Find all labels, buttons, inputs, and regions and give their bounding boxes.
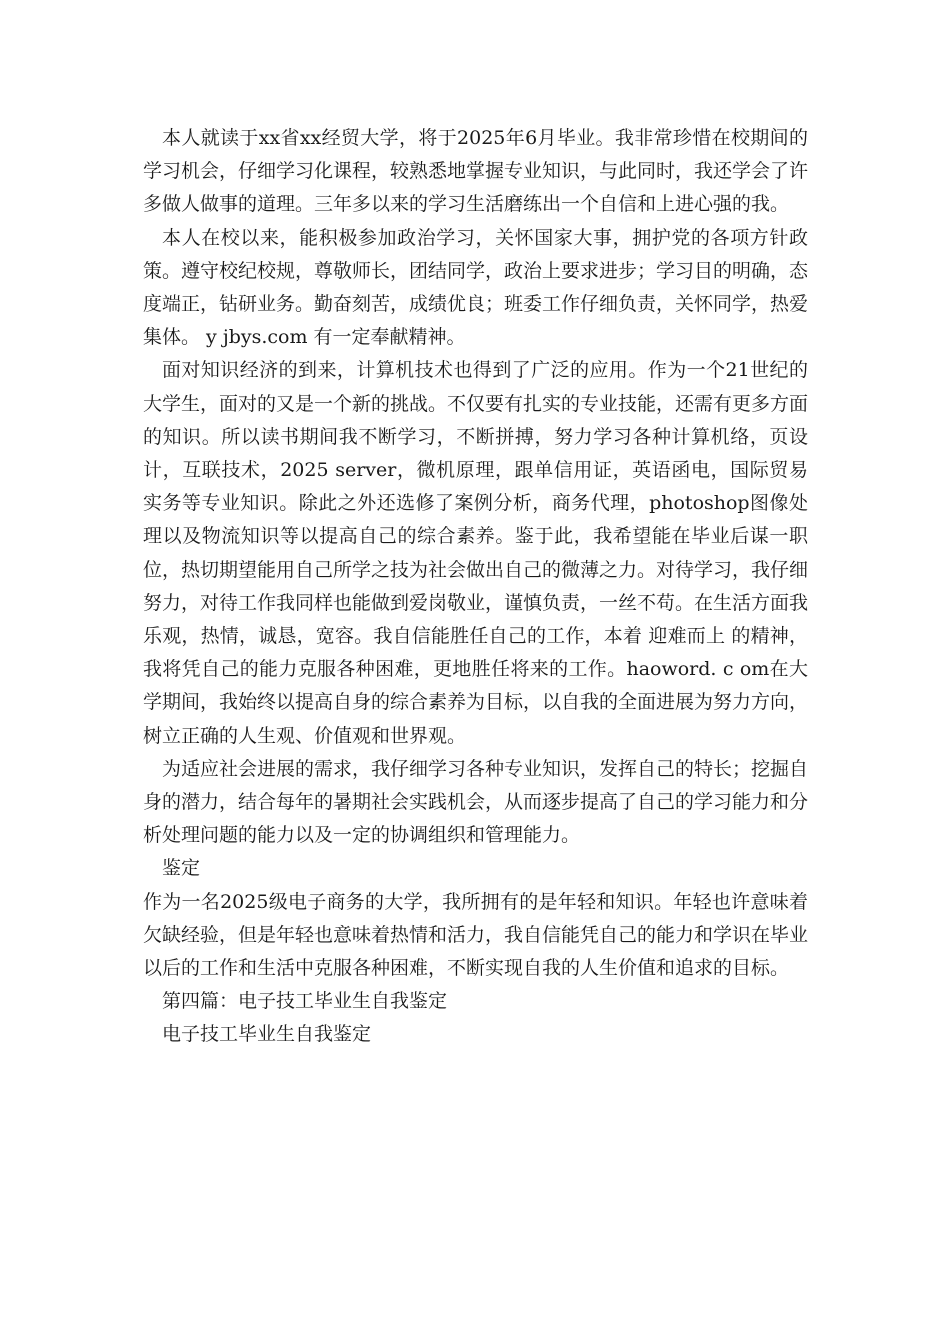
- paragraph-intro: 本人就读于xx省xx经贸大学，将于2025年6月毕业。我非常珍惜在校期间的学习机会，仔细学习化课程，较熟悉地掌握专业知识，与此同时，我还学会了许多做人做事的道理。三年多以来的学习生活磨练出一个自信和上进心强的我。: [143, 127, 809, 216]
- paragraph-abilities: 为适应社会进展的需求，我仔细学习各种专业知识，发挥自己的特长；挖掘自身的潜力，结合每年的暑期社会实践机会，从而逐步提高了自己的学习能力和分析处理问题的能力以及一定的协调组织和管理能力。: [143, 757, 809, 847]
- document-page: [143, 122, 808, 1052]
- paragraph-self-assessment: 作为一名2025级电子商务的大学，我所拥有的是年轻和知识。年轻也许意味着欠缺经验，但是年轻也意味着热情和活力，我自信能凭自己的能力和学识在毕业以后的工作和生活中克服各种困难，不断实现自我的人生价值和追求的目标。: [143, 890, 809, 980]
- section-title: 第四篇：电子技工毕业生自我鉴定: [162, 990, 448, 1013]
- section-subtitle: 电子技工毕业生自我鉴定: [162, 1023, 372, 1046]
- paragraph-politics: 本人在校以来，能积极参加政治学习，关怀国家大事，拥护党的各项方针政策。遵守校纪校规，尊敬师长，团结同学，政治上要求进步；学习目的明确，态度端正，钻研业务。勤奋刻苦，成绩优良；班委工作仔细负责，关怀同学，热爱集体。 y jbys.com 有一定奉献精神。: [143, 226, 809, 349]
- paragraph-knowledge: 面对知识经济的到来，计算机技术也得到了广泛的应用。作为一个21世纪的大学生，面对的又是一个新的挑战。不仅要有扎实的专业技能，还需有更多方面的知识。所以读书期间我不断学习，不断拼搏，努力学习各种计算机络，页设计，互联技术，2025 server，微机原理，跟单信用证，英语函电，国际贸易实务等专业知识。除此之外还选修了案例分析，商务代理，photoshop图像处理以及物流知识等以提高自己的综合素养。鉴于此，我希望能在毕业后谋一职位，热切期望能用自己所学之技为社会做出自己的微薄之力。对待学习，我仔细努力，对待工作我同样也能做到爱岗敬业，谨慎负责，一丝不苟。在生活方面我乐观，热情，诚恳，宽容。我自信能胜任自己的工作，本着 迎难而上 的精神，我将凭自己的能力克服各种困难，更地胜任将来的工作。haoword. c om在大学期间，我始终以提高自身的综合素养为目标，以自我的全面进展为努力方向，树立正确的人生观、价值观和世界观。: [143, 359, 809, 747]
- heading-jianding: 鉴定: [162, 857, 201, 880]
